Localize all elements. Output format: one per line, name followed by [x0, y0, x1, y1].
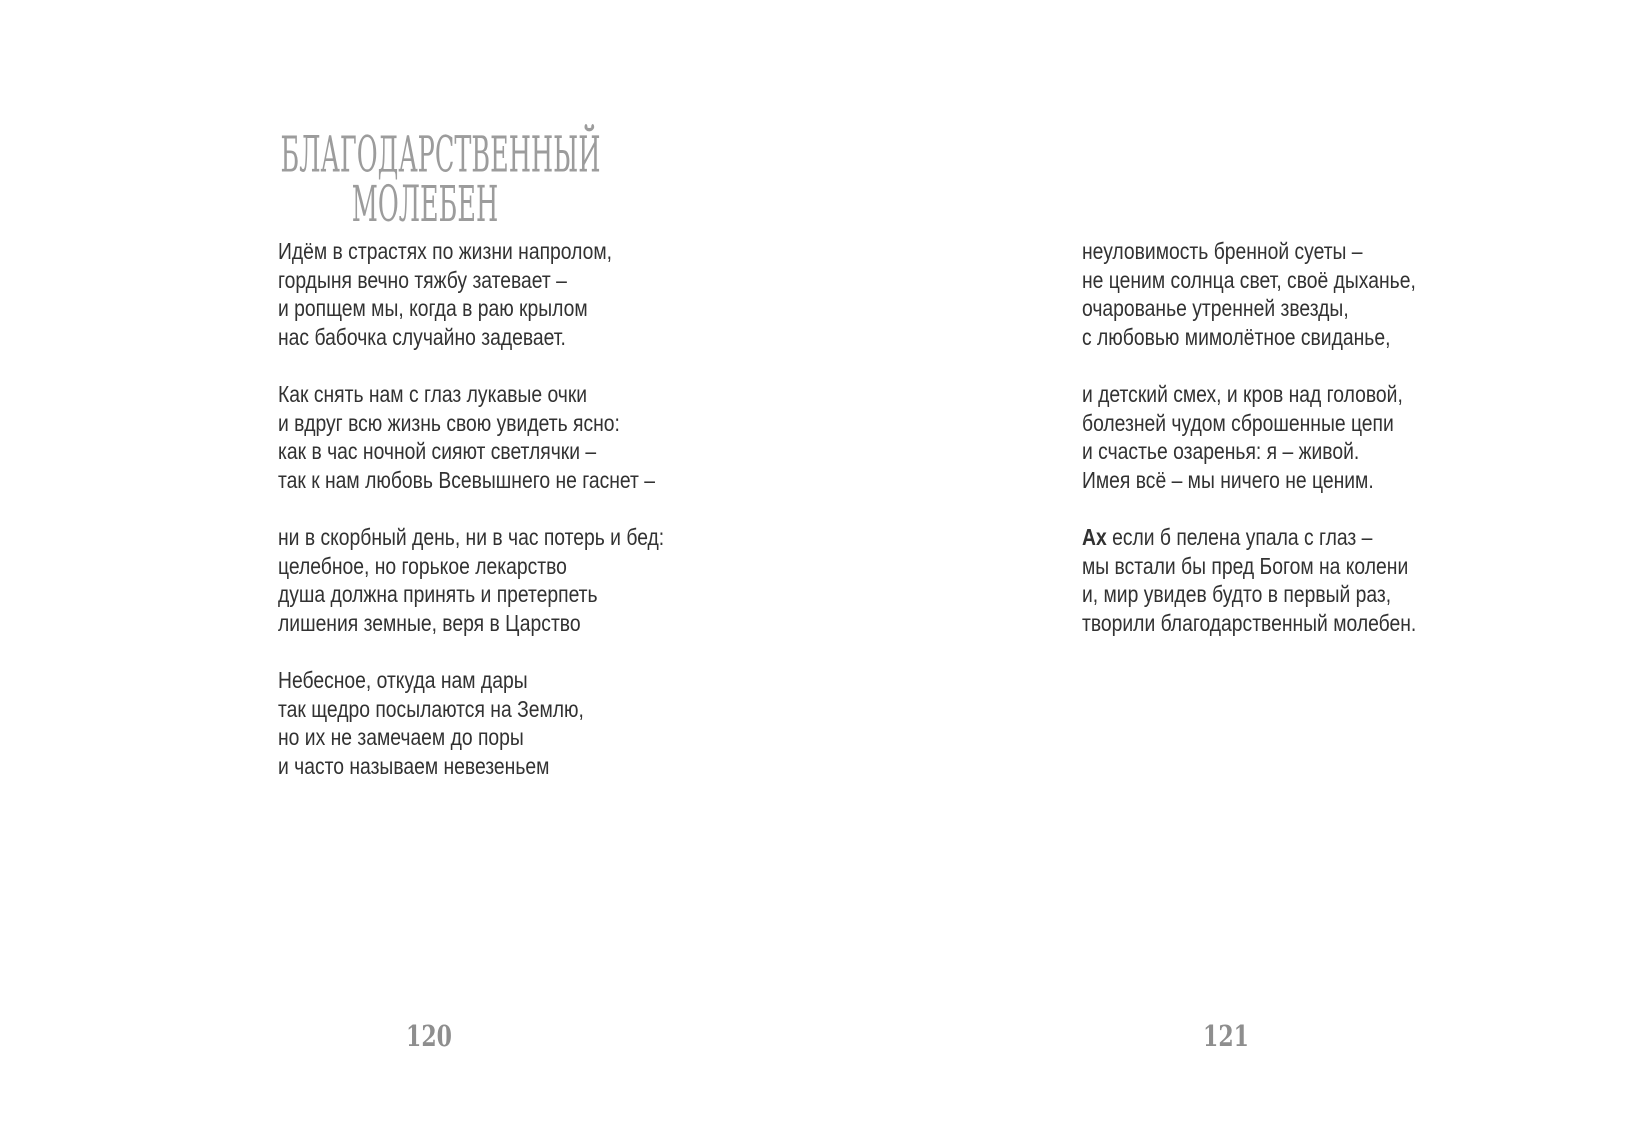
stanza: [1082, 523, 1416, 637]
poem-line: неуловимость бренной суеты –: [1082, 238, 1363, 264]
poem-line: Небесное, откуда нам дары: [278, 666, 528, 693]
poem-title: [280, 127, 601, 235]
poem-line: целебное, но горькое лекарство: [278, 552, 567, 579]
stanza: [278, 237, 664, 351]
page-number-left: 120: [406, 1020, 452, 1054]
poem-line: Ах если б пелена упала с глаз –: [1082, 523, 1373, 550]
poem-line: нас бабочка случайно задевает.: [278, 323, 566, 350]
stanza: [278, 666, 664, 780]
poem-line: и вдруг всю жизнь свою увидеть ясно:: [278, 409, 620, 436]
poem-line: очарованье утренней звезды,: [1082, 295, 1349, 322]
poem-line: ни в скорбный день, ни в час потерь и бед:: [278, 523, 665, 550]
poem-line: и счастье озаренья: я – живой.: [1082, 438, 1360, 465]
poem-title-line: МОЛЕБЕН: [351, 176, 499, 235]
poem-line: и ропщем мы, когда в раю крылом: [278, 295, 588, 322]
poem-line: так к нам любовь Всевышнего не гаснет –: [278, 466, 655, 493]
poem-line: и детский смех, и кров над головой,: [1082, 380, 1403, 407]
stanza: [1082, 380, 1416, 494]
poem-line: гордыня вечно тяжбу затевает –: [278, 266, 567, 293]
poem-line: но их не замечаем до поры: [278, 724, 524, 751]
poem-line: как в час ночной сияют светлячки –: [278, 438, 597, 465]
stanza: [278, 380, 664, 494]
poem-line: не ценим солнца свет, своё дыханье,: [1082, 266, 1416, 293]
poem-line: так щедро посылаются на Землю,: [278, 695, 584, 722]
stanza: [1082, 237, 1416, 351]
poem-line: душа должна принять и претерпеть: [278, 581, 598, 608]
poem-line: Идём в страстях по жизни напролом,: [278, 238, 612, 264]
poem-text-left-page: [278, 237, 664, 780]
poem-line: Имея всё – мы ничего не ценим.: [1082, 466, 1374, 493]
poem-text-right-page: [1082, 237, 1416, 637]
poem-line: с любовью мимолётное свиданье,: [1082, 323, 1391, 350]
stanza: [278, 523, 664, 637]
poem-line: творили благодарственный молебен.: [1082, 609, 1417, 636]
poem-line-lead-word: Ах: [1082, 523, 1107, 550]
poem-line: лишения земные, веря в Царство: [278, 609, 581, 636]
poem-line: мы встали бы пред Богом на колени: [1082, 552, 1409, 579]
poem-line: Как снять нам с глаз лукавые очки: [278, 380, 588, 407]
page-number-right: 121: [1203, 1020, 1249, 1054]
poem-line: и, мир увидев будто в первый раз,: [1082, 581, 1392, 608]
poem-line: и часто называем невезеньем: [278, 752, 550, 779]
poem-title-line: БЛАГОДАРСТВЕННЫЙ: [280, 127, 601, 185]
poem-line: болезней чудом сброшенные цепи: [1082, 409, 1394, 436]
